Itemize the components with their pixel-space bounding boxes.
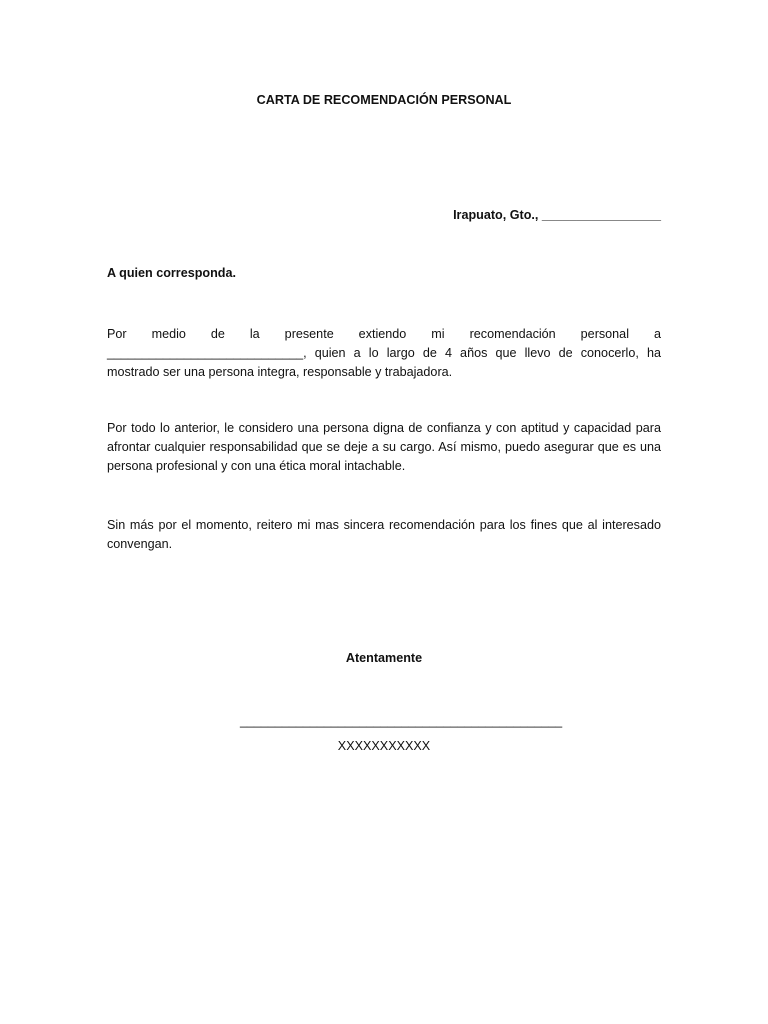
- paragraph-closing-remarks: Sin más por el momento, reitero mi mas sincera recomendación para los fines que al interesado convengan.: [107, 518, 661, 551]
- place-date-line: Irapuato, Gto., _________________: [453, 208, 661, 222]
- signer-name: XXXXXXXXXXX: [337, 739, 431, 753]
- signature-line: ______________________________________________: [240, 714, 563, 728]
- closing-word: Atentamente: [345, 651, 423, 665]
- paragraph-qualities: Por todo lo anterior, le considero una persona digna de confianza y con aptitud y capacidad para afrontar cualquier responsabilidad que se deje a su cargo. Así mismo, puedo asegurar que es una persona profesional y con una ética moral intachable.: [107, 421, 661, 473]
- salutation: A quien corresponda.: [107, 266, 236, 280]
- paragraph-recommendation: Por medio de la presente extiendo mi recomendación personal a ____________________________, quien a lo largo de 4 años que llevo de conocerlo, ha mostrado ser una persona integra, responsable y trabajadora.: [107, 327, 661, 379]
- letter-title: CARTA DE RECOMENDACIÓN PERSONAL: [256, 93, 512, 107]
